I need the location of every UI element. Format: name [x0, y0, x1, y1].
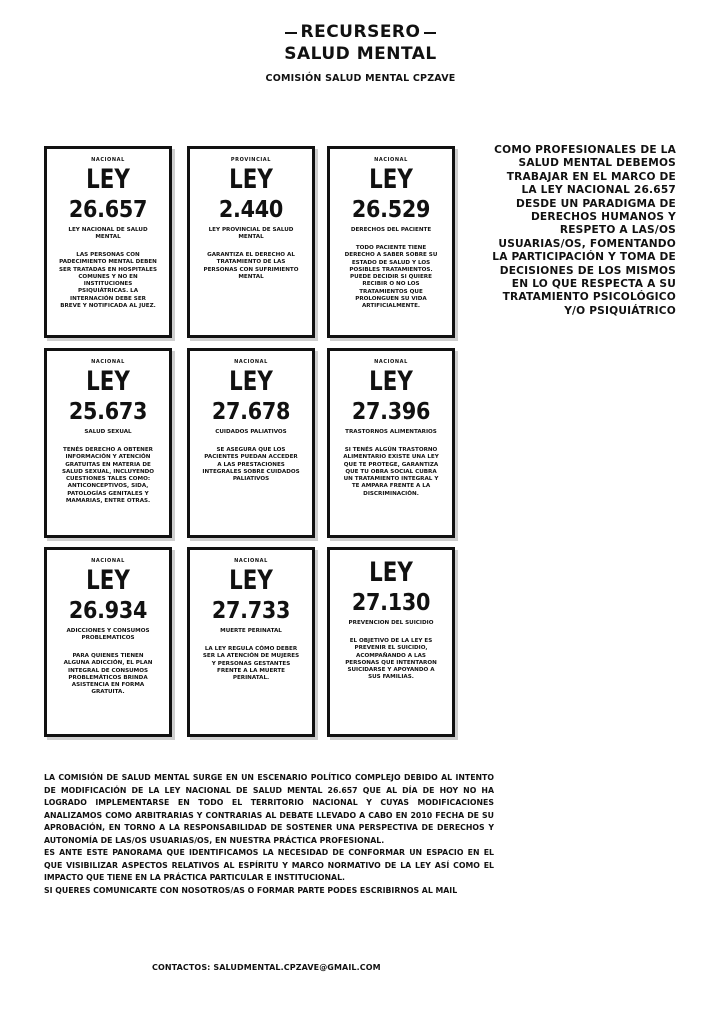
law-scope: NACIONAL — [374, 359, 408, 365]
law-description: EL OBJETIVO DE LA LEY ES PREVENIR EL SUICIDIO, ACOMPAÑANDO A LAS PERSONAS QUE INTENTARON SUICIDARSE Y APOYANDO A SUS FAMILIAS. — [345, 638, 437, 681]
law-name: ADICCIONES Y CONSUMOS PROBLEMATICOS — [66, 628, 150, 641]
law-word: LEY — [229, 164, 273, 195]
side-statement: COMO PROFESIONALES DE LA SALUD MENTAL DEBEMOS TRABAJAR EN EL MARCO DE LA LEY NACIONAL 26.657 DESDE UN PARADIGMA DE DERECHOS HUMANOS Y RESPETO A LAS/OS USUARIAS/OS, FOMENTANDO LA PARTICIPACIÓN Y TOMA DE DECISIONES DE LOS MISMOS EN LO QUE RESPECTA A SU TRATAMIENTO PSICOLÓGICO Y/O PSIQUIÁTRICO — [492, 144, 676, 317]
law-scope: NACIONAL — [374, 157, 408, 163]
law-card — [44, 146, 172, 338]
law-number: 27.678 — [211, 399, 291, 425]
law-name: LEY NACIONAL DE SALUD MENTAL — [68, 227, 148, 240]
law-word: LEY — [369, 366, 413, 397]
law-card — [187, 146, 315, 338]
page-subtitle: SALUD MENTAL — [284, 44, 437, 64]
law-number: 27.733 — [211, 598, 291, 624]
body-paragraph: SI QUERES COMUNICARTE CON NOSOTROS/AS O FORMAR PARTE PODES ESCRIBIRNOS AL MAIL — [44, 885, 458, 895]
law-number: 25.673 — [68, 399, 148, 425]
law-word: LEY — [229, 565, 273, 596]
law-description: SI TENÉS ALGÚN TRASTORNO ALIMENTARIO EXISTE UNA LEY QUE TE PROTEGE, GARANTIZA QUE TU OBRA SOCIAL CUBRA UN TRATAMIENTO INTEGRAL Y TE AMPARA FRENTE A LA DISCRIMINACIÓN. — [343, 447, 439, 497]
law-card — [44, 547, 172, 737]
law-name: CUIDADOS PALIATIVOS — [215, 429, 287, 435]
law-scope: NACIONAL — [234, 558, 268, 564]
law-scope: NACIONAL — [91, 157, 125, 163]
law-description: SE ASEGURA QUE LOS PACIENTES PUEDAN ACCEDER A LAS PRESTACIONES INTEGRALES SOBRE CUIDADOS PALIATIVOS — [202, 447, 300, 483]
law-word: LEY — [86, 164, 130, 195]
law-name: PREVENCION DEL SUICIDIO — [348, 620, 434, 626]
law-number: 27.396 — [351, 399, 431, 425]
body-paragraph: ES ANTE ESTE PANORAMA QUE IDENTIFICAMOS LA NECESIDAD DE CONFORMAR UN ESPACIO EN EL QUE VISIBILIZAR ASPECTOS RELATIVOS AL ESPÍRITU Y MARCO NORMATIVO DE LA LEY ASÍ COMO EL IMPACTO QUE TIENE EN LA PRÁCTICA PARTICULAR E INSTITUCIONAL. — [44, 848, 494, 882]
commission-description — [44, 772, 494, 897]
law-name: DERECHOS DEL PACIENTE — [350, 227, 432, 233]
commission-name: COMISIÓN SALUD MENTAL CPZAVE — [265, 73, 456, 84]
law-name: MUERTE PERINATAL — [220, 628, 282, 634]
title-dash-left — [285, 32, 297, 34]
law-word: LEY — [229, 366, 273, 397]
law-number: 26.529 — [351, 197, 431, 223]
law-description: LAS PERSONAS CON PADECIMIENTO MENTAL DEBEN SER TRATADAS EN HOSPITALES COMUNES Y NO EN INSTITUCIONES PSIQUIÁTRICAS. LA INTERNACIÓN DEBE SER BREVE Y NOTIFICADA AL JUEZ. — [59, 252, 158, 310]
law-number: 26.657 — [68, 197, 148, 223]
page-title: RECURSERO — [300, 22, 421, 42]
title-dash-right — [424, 32, 436, 34]
title-row — [0, 22, 721, 43]
law-card — [327, 348, 455, 538]
law-number: 2.440 — [218, 197, 284, 223]
law-scope: NACIONAL — [234, 359, 268, 365]
law-word: LEY — [369, 557, 413, 588]
law-number: 26.934 — [68, 598, 148, 624]
law-card — [327, 146, 455, 338]
law-word: LEY — [86, 565, 130, 596]
law-description: LA LEY REGULA CÓMO DEBER SER LA ATENCIÓN DE MUJERES Y PERSONAS GESTANTES FRENTE A LA MUERTE PERINATAL. — [202, 646, 300, 682]
law-scope: PROVINCIAL — [230, 157, 272, 163]
law-word: LEY — [369, 164, 413, 195]
law-card — [187, 348, 315, 538]
law-scope: NACIONAL — [91, 558, 125, 564]
law-description: TODO PACIENTE TIENE DERECHO A SABER SOBRE SU ESTADO DE SALUD Y LOS POSIBLES TRATAMIENTOS. PUEDE DECIDIR SI QUIERE RECIBIR O NO LOS TRATAMIENTOS QUE PROLONGUEN SU VIDA ARTIFICIALMENTE. — [344, 245, 438, 310]
law-name: LEY PROVINCIAL DE SALUD MENTAL — [208, 227, 294, 240]
law-card — [44, 348, 172, 538]
law-card — [187, 547, 315, 737]
law-description: TENÉS DERECHO A OBTENER INFORMACIÓN Y ATENCIÓN GRATUITAS EN MATERIA DE SALUD SEXUAL, INCLUYENDO CUESTIONES TALES COMO: ANTICONCEPTIVOS, SIDA, PATOLOGÍAS GENITALES Y MAMARIAS, ENTRE OTRAS. — [61, 447, 155, 505]
law-description: PARA QUIENES TIENEN ALGUNA ADICCIÓN, EL PLAN INTEGRAL DE CONSUMOS PROBLEMÁTICOS BRINDA ASISTENCIA EN FORMA GRATUITA. — [63, 653, 153, 696]
law-name: TRASTORNOS ALIMENTARIOS — [345, 429, 437, 435]
law-scope: NACIONAL — [91, 359, 125, 365]
law-name: SALUD SEXUAL — [84, 429, 132, 435]
body-paragraph: LA COMISIÓN DE SALUD MENTAL SURGE EN UN ESCENARIO POLÍTICO COMPLEJO DEBIDO AL INTENTO DE MODIFICACIÓN DE LA LEY NACIONAL DE SALUD MENTAL 26.657 QUE AL DÍA DE HOY NO HA LOGRADO IMPLEMENTARSE EN TODO EL TERRITORIO NACIONAL Y CUYAS MODIFICACIONES ANALIZAMOS COMO ARBITRARIAS Y CONTRARIAS AL DEBATE LLEVADO A CABO EN 2010 FECHA DE SU APROBACIÓN, EN TORNO A LA RESPONSABILIDAD DE SOSTENER UNA PERSPECTIVA DE DERECHOS Y AUTONOMÍA DE LAS/OS USUARIAS/OS, EN NUESTRA PRÁCTICA PROFESIONAL. — [44, 773, 494, 845]
contact-email[interactable]: CONTACTOS: SALUDMENTAL.CPZAVE@GMAIL.COM — [152, 963, 381, 972]
law-description: GARANTIZA EL DERECHO AL TRATAMIENTO DE LAS PERSONAS CON SUFRIMIENTO MENTAL — [203, 252, 299, 280]
law-number: 27.130 — [351, 590, 431, 616]
law-card — [327, 547, 455, 737]
law-word: LEY — [86, 366, 130, 397]
page-header — [0, 22, 721, 84]
